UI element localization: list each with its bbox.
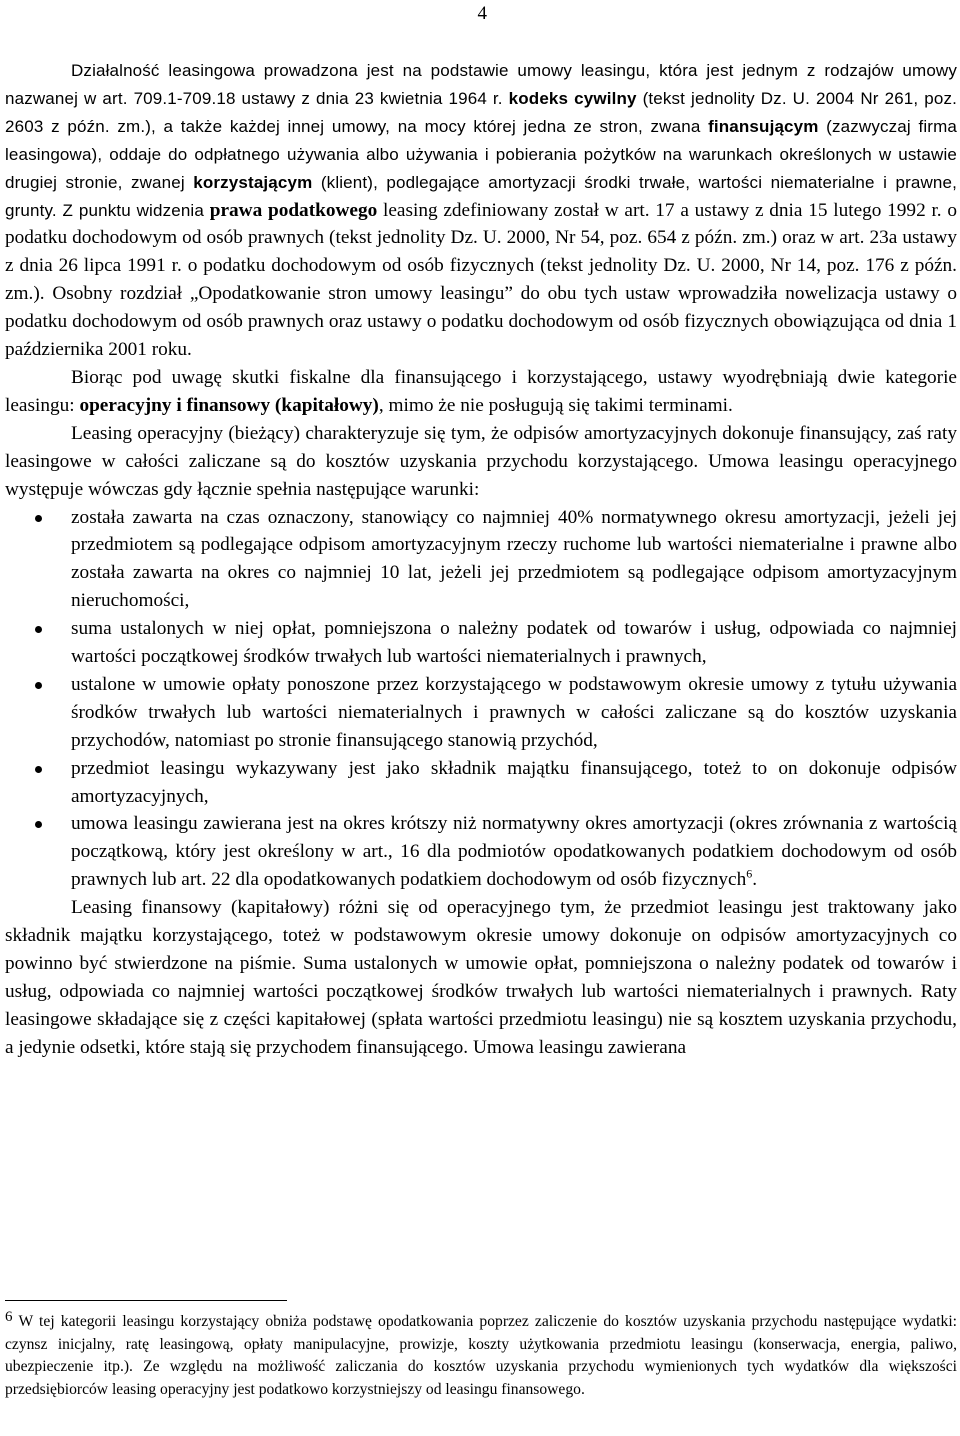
list-item xyxy=(5,810,957,894)
paragraph-leasing-categories xyxy=(5,364,957,420)
bullet-dot-icon xyxy=(35,626,42,633)
bullet-dot-icon xyxy=(35,821,42,828)
bold-term-using-party: korzystającym xyxy=(193,172,313,192)
paragraph-text: , mimo że nie posługują się takimi terminami. xyxy=(378,394,733,416)
paragraph-leasing-definition xyxy=(5,57,957,364)
footnote-divider xyxy=(5,1300,287,1301)
list-item xyxy=(5,755,957,811)
paragraph-operating-leasing: Leasing operacyjny (bieżący) charakteryzuje się tym, że odpisów amortyzacyjnych dokonuje finansujący, zaś raty leasingowe w całości zaliczane są do kosztów uzyskania przychodu korzystającego. Umowa leasingu operacyjnego występuje wówczas gdy łącznie spełnia następujące warunki: xyxy=(5,422,957,500)
bullet-dot-icon xyxy=(35,515,42,522)
bold-term-leasing-types: operacyjny i finansowy (kapitałowy) xyxy=(79,394,379,416)
footnote-text: W tej kategorii leasingu korzystający obniża podstawę opodatkowania poprzez zaliczenie do kosztów uzyskania przychodu następujące wydatki: czynsz inicjalny, ratę leasingową, opłaty manipulacyjne, prowizje, koszty użytkowania przedmiotu leasingu (konserwacja, energia, paliwo, ubezpieczenie itp.). Ze względu na możliwość zaliczania do kosztów uzyskania przychodu wymienionych tych wydatków dla większości przedsiębiorców leasing operacyjny jest podatkowo korzystniejszy od leasingu finansowego. xyxy=(5,1313,957,1399)
paragraph-text: Biorąc pod uwagę skutki fiskalne dla finansującego i korzystającego, ustawy wyodrębniają dwie kategorie leasingu: xyxy=(5,366,957,416)
list-item-text: umowa leasingu zawierana jest na okres krótszy niż normatywny okres amortyzacji (okres zrównania z wartością początkową, który jest określony w art., 16 dla podmiotów opodatkowanych podatkiem dochodowym od osób prawnych lub art. 22 dla opodatkowanych podatkiem dochodowym od osób fizycznych xyxy=(71,813,957,891)
bullet-dot-icon xyxy=(35,682,42,689)
paragraph-text: leasing zdefiniowany został w art. 17 a ustawy z dnia 15 lutego 1992 r. o podatku dochodowym od osób prawnych (tekst jednolity Dz. U. 2000, Nr 54, poz. 654 z późn. zm.) oraz w art. 23a ustawy z dnia 26 lipca 1991 r. o podatku dochodowym od osób fizycznych (tekst jednolity Dz. U. 2000, Nr 14, poz. 176 z późn. zm.). Osobny rozdział „Opodatkowanie stron umowy leasingu” do obu tych ustaw wprowadziła nowelizacja ustawy o podatku dochodowym od osób prawnych oraz ustawy o podatku dochodowym od osób fizycznych obowiązująca od dnia 1 października 2001 roku. xyxy=(5,199,958,361)
list-item-text: została zawarta na czas oznaczony, stanowiący co najmniej 40% normatywnego okresu amortyzacji, jeżeli jej przedmiotem są podlegające odpisom amortyzacyjnym rzeczy ruchome lub wartości niematerialne i prawne albo została zawarta na okres co najmniej 10 lat, jeżeli jej przedmiotem są podlegające odpisom amortyzacyjnym nieruchomości, xyxy=(71,506,957,612)
list-item-text: przedmiot leasingu wykazywany jest jako składnik majątku finansującego, toteż to on dokonuje odpisów amortyzacyjnych, xyxy=(71,757,957,807)
bold-term-tax-law: prawa podatkowego xyxy=(209,199,378,221)
conditions-list xyxy=(5,504,957,895)
paragraph-text: (zazwyczaj firma leasingowa), oddaje do odpłatnego używania albo używania i pobierania pożytków na warunkach określonych w ustawie drugiej stronie, zwanej xyxy=(5,116,957,192)
body-text xyxy=(5,57,957,1062)
bold-term-financing-party: finansującym xyxy=(708,116,819,136)
bullet-dot-icon xyxy=(35,766,42,773)
page-number: 4 xyxy=(477,3,487,24)
paragraph-financial-leasing: Leasing finansowy (kapitałowy) różni się od operacyjnego tym, że przedmiot leasingu jest traktowany jako składnik majątku korzystającego, toteż w podstawowym okresie umowy dokonuje on odpisów amortyzacyjnych co powinno być stwierdzone na piśmie. Suma ustalonych w umowie opłat, pomniejszona o należny podatek od towarów i usług, odpowiada co najmniej wartości początkowej środków trwałych lub wartości niematerialnych i prawnych. Raty leasingowe składające się z części kapitałowej (spłata wartości przedmiotu leasingu) nie są kosztem uzyskania przychodu, a jedynie odsetki, które stają się przychodem finansującego. Umowa leasingu zawierana xyxy=(5,897,957,1058)
list-item xyxy=(5,504,957,616)
list-item xyxy=(5,671,957,755)
paragraph-text: (klient), podlegające amortyzacji środki trwałe, wartości niematerialne i prawne, grunty. Z punktu widzenia xyxy=(5,172,957,220)
footnote-number: 6 xyxy=(5,1309,13,1325)
list-item-text: ustalone w umowie opłaty ponoszone przez korzystającego w podstawowym okresie umowy z tytułu używania środków trwałych lub wartości niematerialnych i prawnych w całości zaliczane są do kosztów uzyskania przychodów, natomiast po stronie finansującego stanowią przychód, xyxy=(71,673,957,751)
paragraph-text: (tekst jednolity Dz. U. 2004 Nr 261, poz. 2603 z późn. zm.), a także każdej innej umowy, na mocy której jedna ze stron, zwana xyxy=(5,88,958,136)
footnote-reference: 6 xyxy=(746,866,753,881)
list-item xyxy=(5,615,957,671)
list-item-end: . xyxy=(752,869,758,891)
bold-term-civil-code: kodeks cywilny xyxy=(508,88,637,108)
list-item-text: suma ustalonych w niej opłat, pomniejszona o należny podatek od towarów i usług, odpowiada co najmniej wartości początkowej środków trwałych lub wartości niematerialnych i prawnych, xyxy=(71,618,957,668)
footnote xyxy=(5,1311,957,1402)
paragraph-text: Działalność leasingowa prowadzona jest na podstawie umowy leasingu, która jest jednym z rodzajów umowy nazwanej w art. 709.1-709.18 ustawy z dnia 23 kwietnia 1964 r. xyxy=(5,61,957,108)
